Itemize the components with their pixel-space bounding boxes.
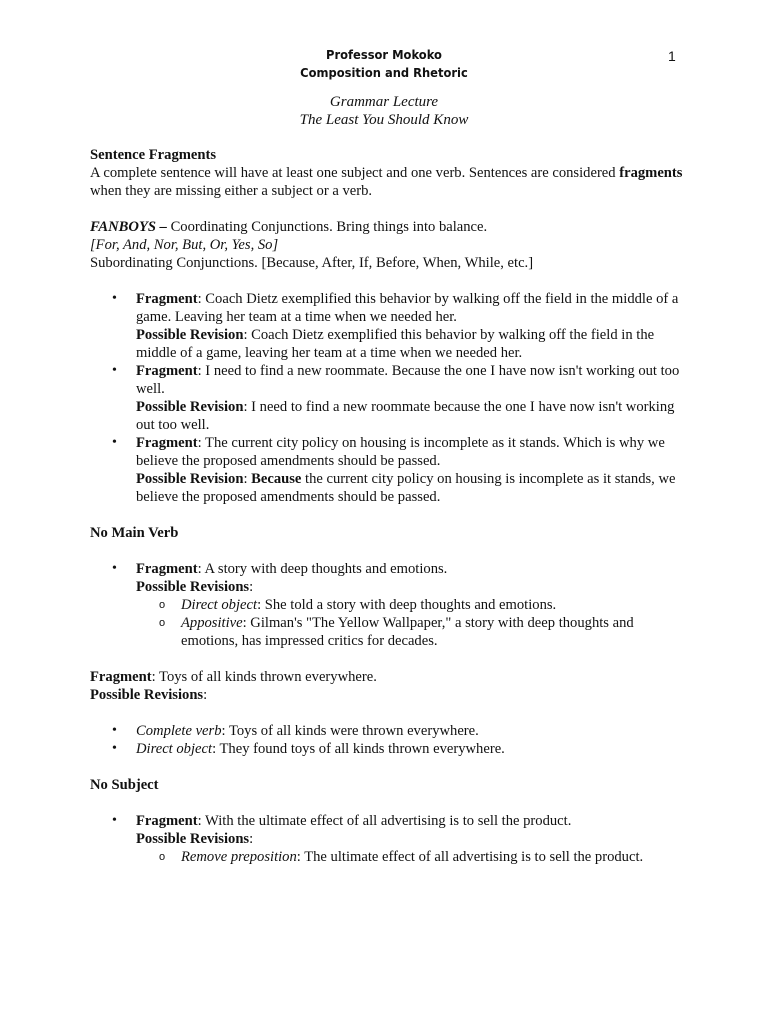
list-item: • Fragment: Coach Dietz exemplified this behavior by walking off the field in the middle of a game. Leaving her team at a time when we needed her. Possible Revision: Coach Dietz exemplified this behavior by walking off the field in the middle of a game, leaving her team at a time when we needed her.: [90, 290, 690, 362]
subordinating-line: Subordinating Conjunctions. [Because, After, If, Before, When, While, etc.]: [90, 255, 534, 271]
section-heading-sentence-fragments: Sentence Fragments: [90, 147, 217, 163]
list-item: • Fragment: The current city policy on housing is incomplete as it stands. Which is why we believe the proposed amendments should be passed. Possible Revision: Because the current city policy on housing is incomplete as it stands, we believe the proposed amendments should be passed.: [90, 434, 690, 506]
revisions-sublist: [136, 596, 690, 650]
list-item: • Fragment: I need to find a new roommate. Because the one I have now isn't working out too well. Possible Revision: I need to find a new roommate because the one I have now isn't working out too well.: [90, 362, 690, 434]
title-line-2: The Least You Should Know: [299, 112, 469, 128]
fragment-examples-list: [90, 290, 690, 506]
sub-list-item: o Direct object: She told a story with deep thoughts and emotions.: [136, 596, 690, 614]
section-heading-no-main-verb: No Main Verb: [90, 525, 179, 541]
author-name: Professor Mokoko: [326, 47, 442, 62]
section-heading-no-subject: No Subject: [90, 777, 159, 793]
revisions-toys-label: Possible Revisions:: [90, 687, 208, 703]
toys-revisions-list: [90, 722, 690, 758]
sub-list-item: o Remove preposition: The ultimate effect of all advertising is to sell the product.: [136, 848, 690, 866]
course-name: Composition and Rhetoric: [300, 65, 468, 80]
fanboys-list: [For, And, Nor, But, Or, Yes, So]: [90, 237, 279, 253]
revisions-sublist: [136, 848, 690, 866]
list-item: • Fragment: With the ultimate effect of all advertising is to sell the product. Possible Revisions: o Remove preposition: The ultimate effect of all advertising is to sell the product.: [90, 812, 690, 866]
page-number: 1: [668, 48, 676, 64]
list-item: • Complete verb: Toys of all kinds were thrown everywhere.: [90, 722, 690, 740]
list-item: • Direct object: They found toys of all kinds thrown everywhere.: [90, 740, 690, 758]
document-body: [90, 146, 690, 866]
document-header: [31, 46, 738, 82]
document-title: [0, 93, 768, 129]
intro-paragraph: A complete sentence will have at least one subject and one verb. Sentences are considered fragments when they are missing either a subject or a verb.: [90, 165, 683, 199]
list-item: • Fragment: A story with deep thoughts and emotions. Possible Revisions: o Direct object: She told a story with deep thoughts and emotions. o Appositive: Gilman's "The Yellow Wallpaper," a story with deep thoughts and emotions, has impressed critics for decades.: [90, 560, 690, 650]
fragment-toys: Fragment: Toys of all kinds thrown everywhere.: [90, 669, 377, 685]
no-main-verb-list: [90, 560, 690, 650]
fanboys-line: FANBOYS – Coordinating Conjunctions. Bring things into balance.: [90, 219, 488, 235]
no-subject-list: [90, 812, 690, 866]
sub-list-item: o Appositive: Gilman's "The Yellow Wallpaper," a story with deep thoughts and emotions, has impressed critics for decades.: [136, 614, 690, 650]
title-line-1: Grammar Lecture: [329, 94, 439, 110]
